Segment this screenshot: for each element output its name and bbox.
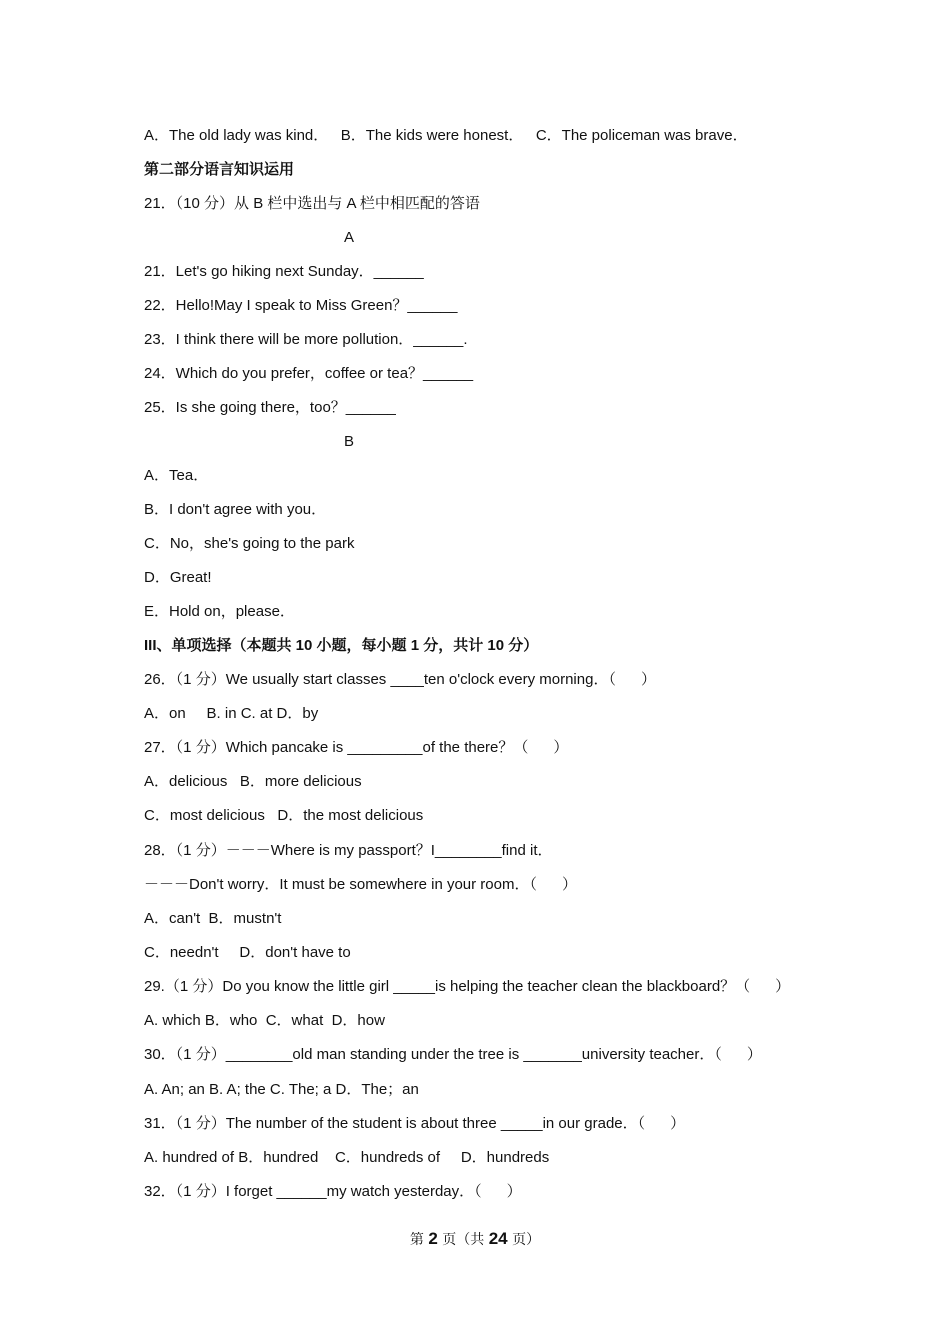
question-28-reply: －－－Don't worry．It must be somewhere in your room．（ ） — [144, 876, 577, 893]
question-32: 32．（1 分）I forget ______my watch yesterday．（ ） — [144, 1183, 522, 1200]
item-21: 21．Let's go hiking next Sunday．______ — [144, 263, 424, 280]
item-23: 23．I think there will be more pollution．______. — [144, 331, 468, 348]
options-29: A. which B．who C．what D．how — [144, 1012, 385, 1029]
options-28-b: C．needn't D．don't have to — [144, 944, 351, 961]
answer-a: A．Tea． — [144, 467, 209, 484]
options-26: A．on B. in C. at D．by — [144, 705, 319, 722]
options-28-a: A．can't B．mustn't — [144, 910, 282, 927]
column-b-label: B — [344, 433, 355, 450]
column-a-label: A — [344, 229, 355, 246]
options-31: A. hundred of B．hundred C．hundreds of D．hundreds — [144, 1149, 550, 1166]
item-22: 22．Hello!May I speak to Miss Green？______ — [144, 297, 458, 314]
options-27-b: C．most delicious D．the most delicious — [144, 807, 424, 824]
answer-d: D．Great! — [144, 569, 212, 586]
page-footer — [0, 1229, 950, 1249]
options-27-a: A．delicious B．more delicious — [144, 773, 362, 790]
question-29: 29.（1 分）Do you know the little girl _____is helping the teacher clean the blackboard？（ ） — [144, 978, 791, 995]
question-31: 31．（1 分）The number of the student is about three _____in our grade．（ ） — [144, 1115, 686, 1132]
item-24: 24．Which do you prefer，coffee or tea？______ — [144, 365, 474, 382]
current-page-number: 2 — [428, 1229, 438, 1248]
question-30: 30．（1 分）________old man standing under the tree is _______university teacher．（ ） — [144, 1046, 762, 1063]
section-iii-heading: III、单项选择（本题共 10 小题，每小题 1 分，共计 10 分） — [144, 637, 539, 654]
answer-e: E．Hold on，please． — [144, 603, 295, 620]
options-30: A. An; an B. A; the C. The; a D．The；an — [144, 1081, 419, 1098]
item-25: 25．Is she going there，too？______ — [144, 399, 396, 416]
question-28: 28．（1 分）－－－Where is my passport？I________find it． — [144, 842, 553, 859]
footer-suffix: 页） — [507, 1232, 541, 1248]
answer-b: B．I don't agree with you． — [144, 501, 327, 518]
section-heading: 第二部分语言知识运用 — [144, 161, 295, 178]
question-21: 21．（10 分）从 B 栏中选出与 A 栏中相匹配的答语 — [144, 195, 480, 212]
option-line: A．The old lady was kind． B．The kids were honest． C．The policeman was brave． — [144, 127, 748, 144]
answer-c: C．No，she's going to the park — [144, 535, 355, 552]
question-27: 27．（1 分）Which pancake is _________of the there？（ ） — [144, 739, 569, 756]
question-26: 26．（1 分）We usually start classes ____ten o'clock every morning．（ ） — [144, 671, 656, 688]
footer-prefix: 第 — [409, 1232, 429, 1248]
total-page-number: 24 — [488, 1229, 508, 1248]
footer-middle: 页（共 — [437, 1232, 489, 1248]
